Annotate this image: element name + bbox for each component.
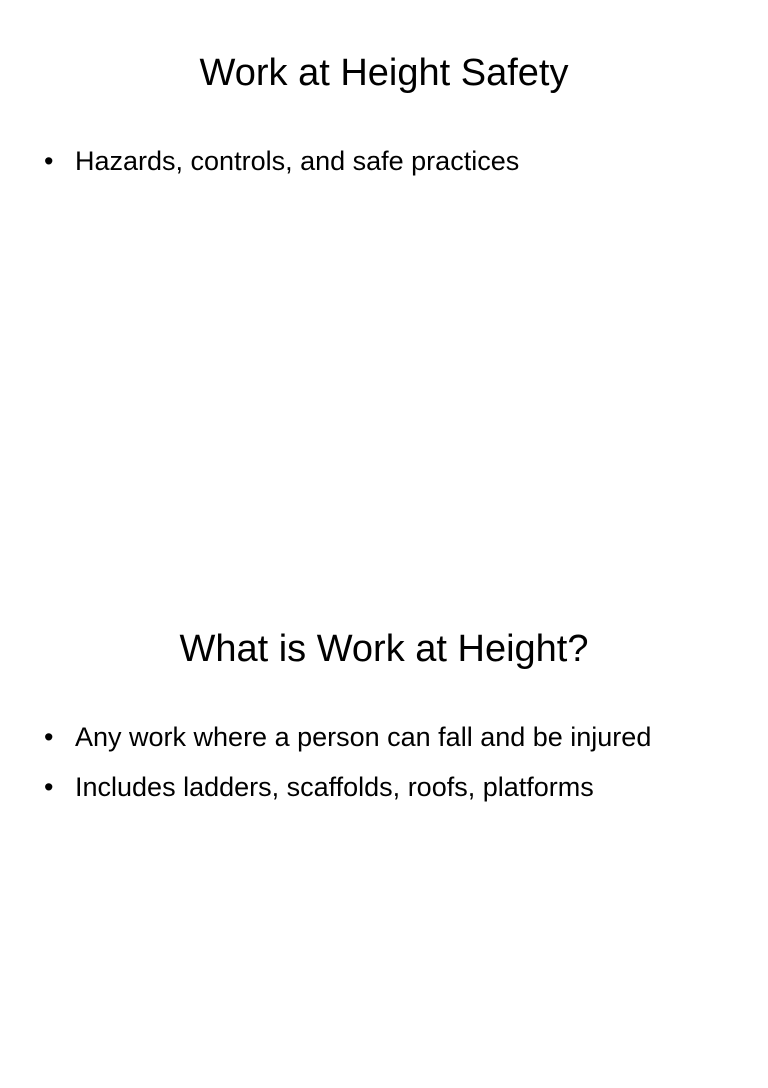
list-item (44, 767, 704, 807)
bullet-icon: • (44, 146, 54, 176)
bullet-icon: • (44, 722, 54, 752)
slide-title: Work at Height Safety (199, 52, 569, 94)
bullet-text: Includes ladders, scaffolds, roofs, platforms (75, 772, 594, 802)
bullet-list (44, 141, 704, 191)
bullet-list (44, 717, 704, 817)
slide-2 (0, 576, 768, 1088)
bullet-text: Hazards, controls, and safe practices (75, 146, 520, 176)
bullet-text: Any work where a person can fall and be injured (75, 722, 652, 752)
list-item (44, 717, 704, 757)
bullet-icon: • (44, 772, 54, 802)
list-item (44, 141, 704, 181)
slide-1 (0, 0, 768, 512)
slide-title: What is Work at Height? (179, 628, 589, 670)
